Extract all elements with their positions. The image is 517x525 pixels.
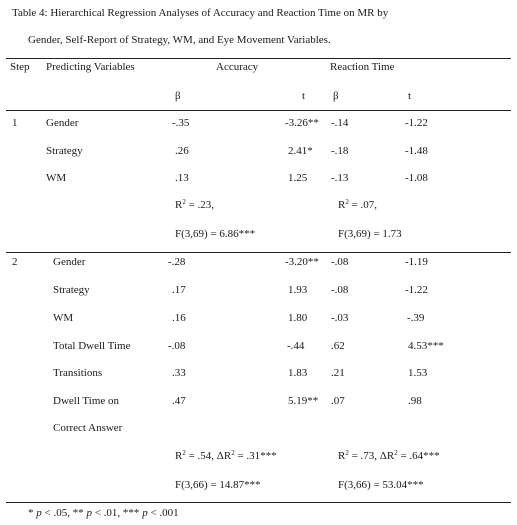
step1-r-squared-reaction-time: $R^2 = .07$, bbox=[338, 198, 378, 211]
step1-row-t-acc: -3.26** bbox=[285, 117, 319, 129]
header-beta-accuracy: β bbox=[175, 90, 181, 102]
step1-row-var: Gender bbox=[46, 117, 79, 129]
step2-row-t-rt: 4.53*** bbox=[408, 340, 444, 352]
step2-row-var: Transitions bbox=[53, 367, 103, 379]
step1-row-beta-acc: .13 bbox=[175, 172, 189, 184]
step2-row-beta-rt: -.08 bbox=[331, 256, 349, 268]
step2-f-accuracy: F(3,66) = 14.87*** bbox=[175, 479, 261, 491]
step2-row-var: Strategy bbox=[53, 284, 90, 296]
step2-row-t-acc: 5.19** bbox=[288, 395, 319, 407]
step1-row-t-acc: 2.41* bbox=[288, 145, 313, 157]
step2-row-var: Total Dwell Time bbox=[53, 340, 131, 352]
significance-footnote: * p < .05, ** p < .01, *** p < .001 bbox=[28, 507, 179, 519]
step2-row-beta-rt: .62 bbox=[331, 340, 345, 352]
step1-row-t-rt: -1.48 bbox=[405, 145, 428, 157]
step2-row-var: Gender bbox=[53, 256, 86, 268]
step2-r-squared-reaction-time: $R^2 = .73$, $\Delta R^2 = .64***$ bbox=[338, 449, 440, 462]
step1-f-reaction-time: F(3,69) = 1.73 bbox=[338, 228, 402, 240]
step1-r-squared-accuracy: $R^2 = .23$, bbox=[175, 198, 215, 211]
step2-row-beta-rt: -.03 bbox=[331, 312, 349, 324]
header-reaction-time: Reaction Time bbox=[330, 61, 395, 73]
step2-row-t-rt: -1.19 bbox=[405, 256, 428, 268]
step1-row-t-acc: 1.25 bbox=[288, 172, 308, 184]
top-rule bbox=[6, 58, 511, 59]
header-beta-reaction-time: β bbox=[333, 90, 339, 102]
step1-row-beta-rt: -.14 bbox=[331, 117, 349, 129]
table-caption-line-2: Gender, Self-Report of Strategy, WM, and Eye Movement Variables. bbox=[28, 34, 331, 46]
step2-row-var: Correct Answer bbox=[53, 422, 123, 434]
header-predicting-variables: Predicting Variables bbox=[46, 61, 135, 73]
step2-row-t-acc: -.44 bbox=[287, 340, 305, 352]
step2-row-beta-acc: .16 bbox=[172, 312, 186, 324]
step2-row-beta-acc: -.28 bbox=[168, 256, 186, 268]
step2-row-beta-rt: .21 bbox=[331, 367, 345, 379]
step2-row-beta-rt: .07 bbox=[331, 395, 345, 407]
step2-f-reaction-time: F(3,66) = 53.04*** bbox=[338, 479, 424, 491]
step2-row-beta-acc: .17 bbox=[172, 284, 186, 296]
step1-row-t-rt: -1.22 bbox=[405, 117, 428, 129]
header-t-reaction-time: t bbox=[408, 90, 412, 102]
step2-row-t-acc: 1.80 bbox=[288, 312, 308, 324]
step2-row-t-acc: 1.83 bbox=[288, 367, 308, 379]
step2-row-t-rt: .98 bbox=[408, 395, 422, 407]
step2-row-var: Dwell Time on bbox=[53, 395, 120, 407]
step2-row-beta-acc: -.08 bbox=[168, 340, 186, 352]
step2-row-t-rt: -1.22 bbox=[405, 284, 428, 296]
header-accuracy: Accuracy bbox=[216, 61, 259, 73]
header-step: Step bbox=[10, 61, 30, 73]
step2-row-t-rt: 1.53 bbox=[408, 367, 428, 379]
bottom-rule bbox=[6, 502, 511, 503]
header-t-accuracy: t bbox=[302, 90, 306, 102]
step2-row-t-acc: 1.93 bbox=[288, 284, 308, 296]
step2-row-beta-acc: .33 bbox=[172, 367, 186, 379]
step1-row-beta-acc: .26 bbox=[175, 145, 189, 157]
step2-row-var: WM bbox=[53, 312, 74, 324]
step2-row-t-acc: -3.20** bbox=[285, 256, 319, 268]
step1-row-var: Strategy bbox=[46, 145, 83, 157]
step2-row-beta-rt: -.08 bbox=[331, 284, 349, 296]
step1-row-beta-rt: -.18 bbox=[331, 145, 349, 157]
step-divider-rule bbox=[6, 252, 511, 253]
step2-row-t-rt: -.39 bbox=[407, 312, 425, 324]
step-1-label: 1 bbox=[12, 117, 18, 129]
step1-f-accuracy: F(3,69) = 6.86*** bbox=[175, 228, 256, 240]
table-caption-line-1: Table 4: Hierarchical Regression Analyses of Accuracy and Reaction Time on MR by bbox=[12, 7, 389, 19]
header-rule bbox=[6, 110, 511, 111]
step2-row-beta-acc: .47 bbox=[172, 395, 186, 407]
step1-row-var: WM bbox=[46, 172, 67, 184]
step2-r-squared-accuracy: $R^2 = .54$, $\Delta R^2 = .31***$ bbox=[175, 449, 277, 462]
step1-row-t-rt: -1.08 bbox=[405, 172, 428, 184]
step1-row-beta-acc: -.35 bbox=[172, 117, 190, 129]
step-2-label: 2 bbox=[12, 256, 18, 268]
step1-row-beta-rt: -.13 bbox=[331, 172, 349, 184]
